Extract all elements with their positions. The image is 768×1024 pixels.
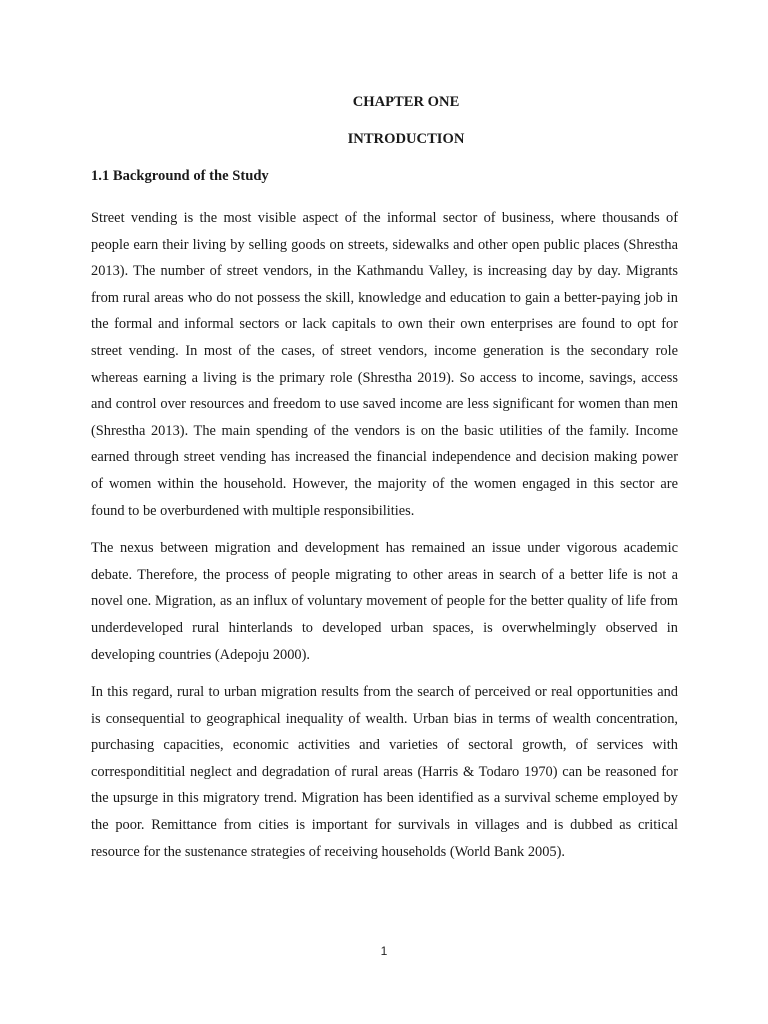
- paragraph-migration-nexus: The nexus between migration and development has remained an issue under vigorous academic debate. Therefore, the process of people migrating to other areas in search of a better life is not a novel one. Migration, as an influx of voluntary movement of people for the better quality of life from underdeveloped rural hinterlands to developed urban spaces, is overwhelmingly observed in developing countries (Adepoju 2000).: [91, 540, 678, 663]
- body-text: [91, 205, 678, 876]
- paragraph-rural-urban-migration: In this regard, rural to urban migration results from the search of perceived or real opportunities and is consequential to geographical inequality of wealth. Urban bias in terms of wealth concentration, purchasing capacities, economic activities and varieties of sectoral growth, of services with correspondititial neglect and degradation of rural areas (Harris & Todaro 1970) can be reasoned for the upsurge in this migratory trend. Migration has been identified as a survival scheme employed by the poor. Remittance from cities is important for survivals in villages and is dubbed as critical resource for the sustenance strategies of receiving households (World Bank 2005).: [91, 684, 678, 860]
- chapter-title: CHAPTER ONE: [352, 94, 460, 110]
- paragraph-street-vending: Street vending is the most visible aspect of the informal sector of business, where thousands of people earn their living by selling goods on streets, sidewalks and other open public places (Shrestha 2013). The number of street vendors, in the Kathmandu Valley, is increasing day by day. Migrants from rural areas who do not possess the skill, knowledge and education to gain a better-paying job in the formal and informal sectors or lack capitals to own their own enterprises are found to opt for street vending. In most of the cases, of street vendors, income generation is the secondary role whereas earning a living is the primary role (Shrestha 2019). So access to income, savings, access and control over resources and freedom to use saved income are less significant for women than men (Shrestha 2013). The main spending of the vendors is on the basic utilities of the family. Income earned through street vending has increased the financial independence and decision making power of women within the household. However, the majority of the women engaged in this sector are found to be overburdened with multiple responsibilities.: [91, 210, 678, 519]
- chapter-subtitle: INTRODUCTION: [347, 131, 465, 147]
- page-number: 1: [380, 944, 388, 958]
- section-heading: 1.1 Background of the Study: [91, 168, 269, 184]
